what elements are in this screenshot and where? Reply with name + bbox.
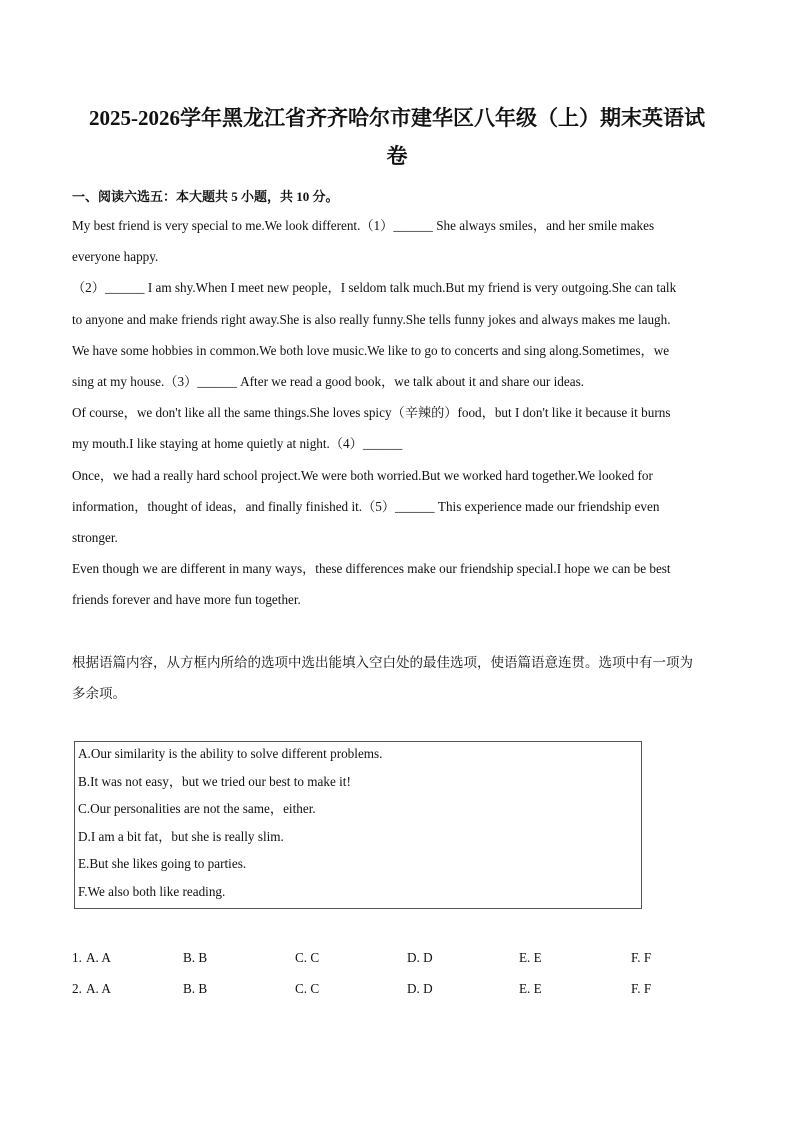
answer-choice-e[interactable]: E. E: [519, 950, 542, 965]
answer-choice-c[interactable]: C. C: [295, 950, 320, 965]
question-row-2: [72, 981, 732, 999]
exam-title-line-1: 2025-2026学年黑龙江省齐齐哈尔市建华区八年级（上）期末英语试: [89, 106, 705, 130]
answer-choice-e[interactable]: E. E: [519, 981, 542, 996]
question-number: 2.: [72, 981, 82, 996]
question-number: 1.: [72, 950, 82, 965]
passage-line: Of course，we don't like all the same things.She loves spicy（辛辣的）food，but I don't like it because it burns: [72, 405, 671, 420]
answer-choice-f[interactable]: F. F: [631, 950, 652, 965]
option-a: A.Our similarity is the ability to solve different problems.: [78, 746, 383, 761]
answer-choice-d[interactable]: D. D: [407, 950, 433, 965]
answer-choice-f[interactable]: F. F: [631, 981, 652, 996]
section-header: 一、阅读六选五：本大题共 5 小题，共 10 分。: [72, 189, 339, 204]
answer-choice-b[interactable]: B. B: [183, 950, 208, 965]
passage-line: my mouth.I like staying at home quietly at night.（4）______: [72, 436, 403, 451]
answer-choice-b[interactable]: B. B: [183, 981, 208, 996]
option-d: D.I am a bit fat，but she is really slim.: [78, 829, 284, 844]
instruction-line: 多余项。: [72, 686, 126, 701]
answer-choice-a[interactable]: A. A: [86, 950, 111, 965]
passage-line: sing at my house.（3）______ After we read a good book，we talk about it and share our ideas.: [72, 374, 584, 389]
exam-title-line-2: 卷: [386, 144, 408, 168]
options-box: [74, 741, 642, 909]
passage-line: Even though we are different in many ways，these differences make our friendship special.I hope we can be best: [72, 561, 671, 576]
passage-line: to anyone and make friends right away.She is also really funny.She tells funny jokes and always makes me laugh.: [72, 312, 671, 327]
option-b: B.It was not easy，but we tried our best to make it!: [78, 774, 351, 789]
passage-line: everyone happy.: [72, 249, 159, 264]
passage-line: stronger.: [72, 530, 118, 545]
passage-line: My best friend is very special to me.We look different.（1）______ She always smiles，and her smile makes: [72, 218, 655, 233]
question-row-1: [72, 950, 732, 968]
option-e: E.But she likes going to parties.: [78, 856, 247, 871]
answer-choice-d[interactable]: D. D: [407, 981, 433, 996]
passage-line: information，thought of ideas，and finally finished it.（5）______ This experience made our friendship even: [72, 499, 660, 514]
option-c: C.Our personalities are not the same，either.: [78, 801, 316, 816]
option-f: F.We also both like reading.: [78, 884, 226, 899]
answer-choice-a[interactable]: A. A: [86, 981, 111, 996]
answer-choice-c[interactable]: C. C: [295, 981, 320, 996]
passage-line: （2）______ I am shy.When I meet new people，I seldom talk much.But my friend is very outgoing.She can talk: [72, 280, 677, 295]
passage-line: We have some hobbies in common.We both love music.We like to go to concerts and sing along.Sometimes，we: [72, 343, 670, 358]
passage-line: friends forever and have more fun together.: [72, 592, 301, 607]
instruction-line: 根据语篇内容，从方框内所给的选项中选出能填入空白处的最佳选项，使语篇语意连贯。选项中有一项为: [72, 655, 693, 670]
passage-line: Once，we had a really hard school project.We were both worried.But we worked hard together.We looked for: [72, 468, 653, 483]
